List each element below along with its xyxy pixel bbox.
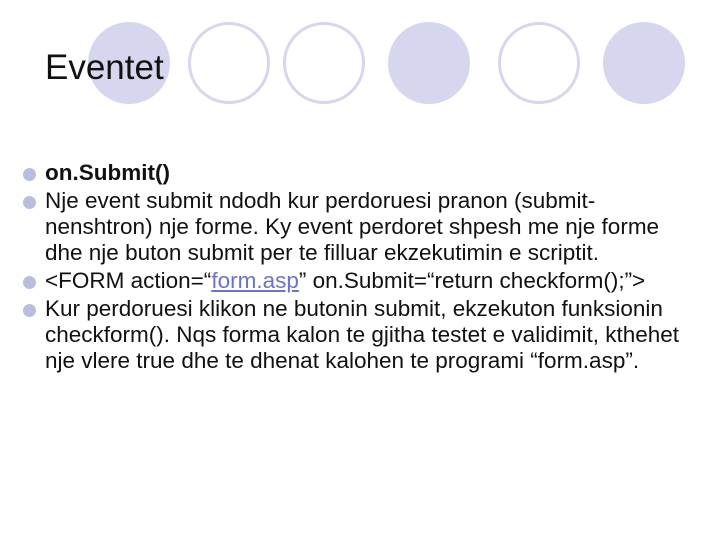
decor-circle-2 (188, 22, 270, 104)
bullet-dot-icon (23, 196, 36, 209)
slide-title: Eventet (45, 48, 164, 87)
bullet-text: Kur perdoruesi klikon ne butonin submit, ekzekuton funksionin checkform(). Nqs forma kalon te gjitha testet e validimit, kthehet nje vlere true dhe te dhenat kalohen te programi “form.asp”. (45, 296, 680, 373)
decor-circle-3 (283, 22, 365, 104)
bullet-list (22, 160, 692, 376)
bullet-item (22, 160, 692, 186)
decor-circle-6 (603, 22, 685, 104)
bullet-item (22, 268, 692, 294)
bullet-item (22, 296, 692, 374)
bullet-text-prefix: <FORM action=“ (45, 268, 212, 293)
bullet-text: on.Submit() (45, 160, 170, 185)
decor-circle-5 (498, 22, 580, 104)
bullet-text: Nje event submit ndodh kur perdoruesi pranon (submit-nenshtron) nje forme. Ky event perdoret shpesh me nje forme dhe nje buton submit per te filluar ekzekutimin e scriptit. (45, 188, 660, 265)
bullet-dot-icon (23, 276, 36, 289)
decor-circle-4 (388, 22, 470, 104)
bullet-text-suffix: ” on.Submit=“return checkform();”> (298, 268, 646, 293)
bullet-dot-icon (23, 168, 36, 181)
bullet-item (22, 188, 692, 266)
bullet-dot-icon (23, 304, 36, 317)
form-asp-link[interactable]: form.asp (211, 268, 299, 293)
